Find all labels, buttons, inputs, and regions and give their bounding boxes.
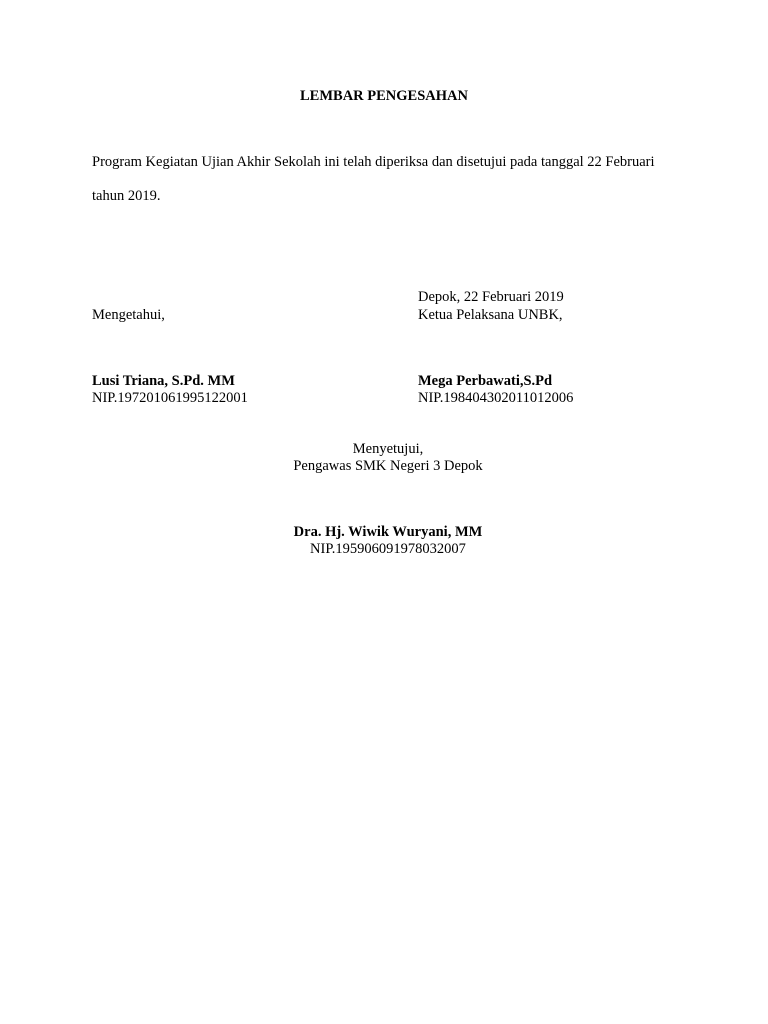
page-title: LEMBAR PENGESAHAN xyxy=(300,88,468,104)
left-signer-label: Mengetahui, xyxy=(92,307,165,323)
approver-label: Menyetujui, xyxy=(352,441,424,457)
left-signer-name: Lusi Triana, S.Pd. MM xyxy=(92,373,235,389)
right-signer-nip: NIP.198404302011012006 xyxy=(418,390,574,406)
approval-paragraph-line-1: Program Kegiatan Ujian Akhir Sekolah ini telah diperiksa dan disetujui pada tanggal 22 Februari xyxy=(92,154,655,170)
approver-nip: NIP.195906091978032007 xyxy=(310,541,466,557)
approver-position: Pengawas SMK Negeri 3 Depok xyxy=(293,458,483,474)
place-date: Depok, 22 Februari 2019 xyxy=(418,289,564,305)
approval-paragraph-line-2: tahun 2019. xyxy=(92,188,161,204)
right-signer-position: Ketua Pelaksana UNBK, xyxy=(418,307,563,323)
right-signer-name: Mega Perbawati,S.Pd xyxy=(418,373,553,389)
left-signer-nip: NIP.197201061995122001 xyxy=(92,390,248,406)
approver-name: Dra. Hj. Wiwik Wuryani, MM xyxy=(293,524,483,540)
